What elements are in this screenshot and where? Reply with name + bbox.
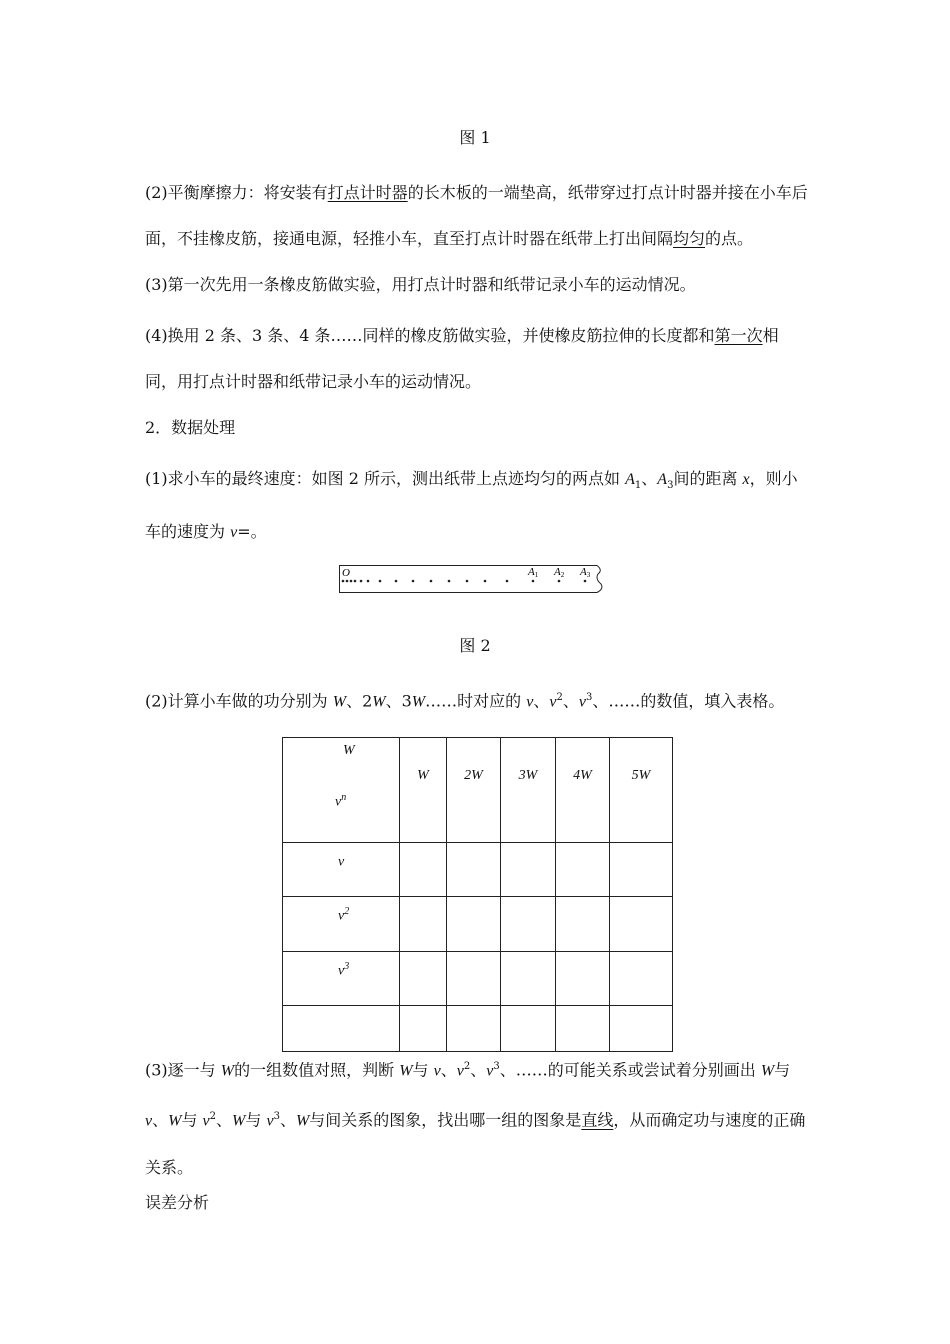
term-first-time: 第一次 <box>714 326 763 345</box>
step-2-paragraph: (2)平衡摩擦力：将安装有打点计时器的长木板的一端垫高，纸带穿过打点计时器并接在小车后面，不挂橡皮筋，接通电源，轻推小车，直至打点计时器在纸带上打出间隔均匀的点。 <box>145 183 808 248</box>
error-analysis-title: 误差分析 <box>145 1193 210 1212</box>
tape-origin-label: O <box>342 567 350 579</box>
data-processing-1: (1)求小车的最终速度：如图 2 所示，测出纸带上点迹均匀的两点如 $A_1$、$A_3$间的距离 x，则小车的速度为 v=。 <box>145 469 798 542</box>
term-timer: 打点计时器 <box>327 183 408 202</box>
figure-2-caption: 图 2 <box>459 636 491 655</box>
paper-tape-figure <box>339 565 607 593</box>
table-corner-cell: W $v^n$ <box>283 738 400 843</box>
table-row <box>283 952 673 1006</box>
table-header-row <box>283 738 673 843</box>
section-2-title: 2．数据处理 <box>145 418 236 437</box>
row-label: $v^3$ <box>283 952 400 1006</box>
data-processing-2: (2)计算小车做的功分别为 W、2W、3W……时对应的 v、$v^2$、$v^3$、……的数值，填入表格。 <box>145 691 785 711</box>
step-3-paragraph: (3)第一次先用一条橡皮筋做实验，用打点计时器和纸带记录小车的运动情况。 <box>145 275 696 294</box>
table-row <box>283 897 673 952</box>
work-velocity-table <box>282 737 673 1052</box>
step-4-paragraph: (4)换用 2 条、3 条、4 条……同样的橡皮筋做实验，并使橡皮筋拉伸的长度都和第一次相同，用打点计时器和纸带记录小车的运动情况。 <box>145 326 779 391</box>
tape-label-a2: A2 <box>554 566 565 579</box>
column-header: 5W <box>610 738 673 843</box>
column-header: 2W <box>447 738 501 843</box>
column-header: 3W <box>501 738 556 843</box>
row-label: $v^2$ <box>283 897 400 952</box>
column-header: 4W <box>556 738 610 843</box>
term-straight-line: 直线 <box>581 1110 614 1130</box>
column-header: W <box>400 738 447 843</box>
row-label: v <box>283 843 400 897</box>
tape-label-a1: A1 <box>528 566 539 579</box>
term-uniform: 均匀 <box>673 229 706 248</box>
data-processing-3: (3)逐一与 W的一组数值对照，判断 W与 v、$v^2$、$v^3$、……的可能关系或尝试着分别画出 W与 v、W与 $v^2$、W与 $v^3$、W与间关系的图象，找出哪一组的图象是直线，从而确定功与速度的正确关系。 <box>145 1060 806 1177</box>
figure-1-caption: 图 1 <box>459 128 491 147</box>
table-row <box>283 843 673 897</box>
tape-label-a3: A3 <box>580 566 591 579</box>
